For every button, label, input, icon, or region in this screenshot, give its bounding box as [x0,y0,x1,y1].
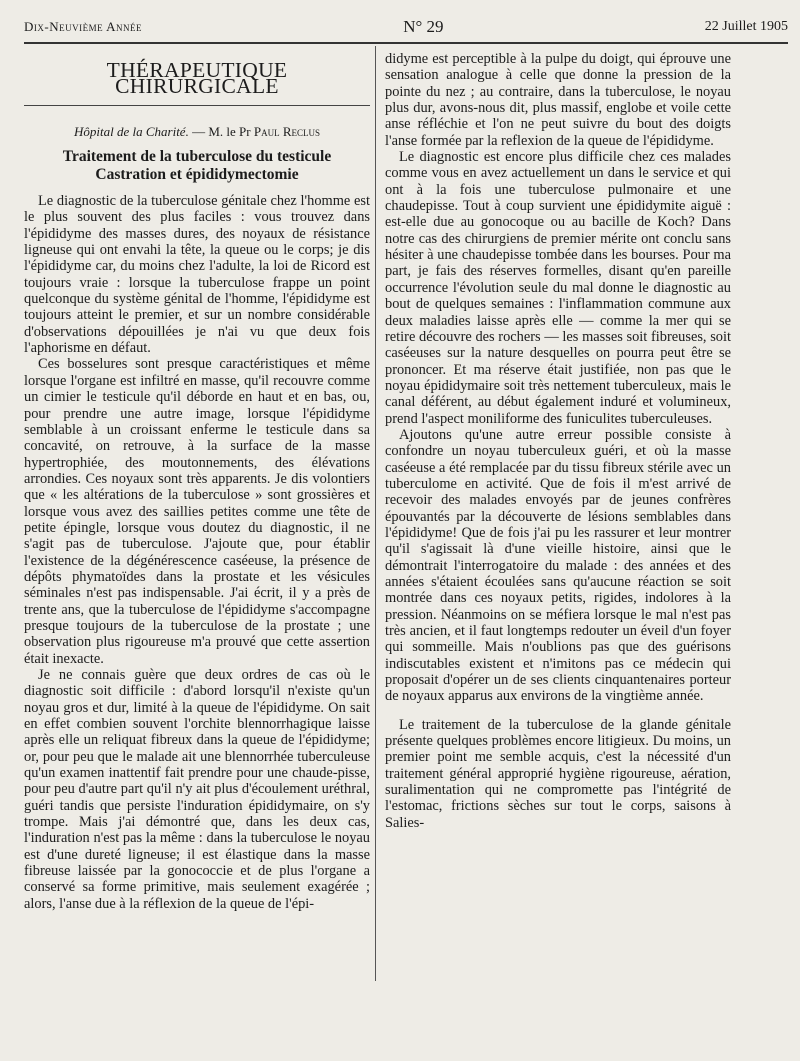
header-rule [24,42,788,44]
paragraph: Le diagnostic est encore plus difficile chez ces malades comme vous en avez actuellement un dans le service et qui ont à la fois une tuberculose pulmonaire et une chaudepisse. Tout à coup survient une épididymite aiguë : est-elle due au gonocoque ou au bacille de Koch? Dans notre cas des chirurgiens de premier mérite ont conclu sans hésiter à une chaudepisse tombée dans les bourses. Pour ma part, je fais des réserves formelles, disant qu'en pareille occurrence l'évolution seule du mal donne le diagnostic au bout de quelques semaines : l'inflammation commune aux deux maladies laisse après elle — comme la mer qui se retire découvre des rochers — les masses soit fibreuses, soit caséeuses sur la nature desquelles on pourra peut être se prononcer. Et ma réserve était justifiée, non pas que le noyau épididymaire soit très nettement tuberculeux, mais le canal déférent, au début également induré et volumineux, prend l'aspect moniliforme des funiculites tuberculeuses. [385,149,731,427]
byline-place: Hôpital de la Charité. [74,123,189,139]
left-column [24,56,370,912]
paragraph: Ajoutons qu'une autre erreur possible consiste à confondre un noyau tuberculeux guéri, et où la masse caséeuse a été remplacée par du tissu fibreux stérile avec un tuberculome en activité. Que de fois il m'est arrivé de recevoir des malades envoyés par de jeunes confrères épouvantés par la découverte de lésions semblables dans l'épididyme! Que de fois j'ai pu les rassurer et leur montrer qu'il s'agissait là d'une vieille histoire, ainsi que le démontrait l'interrogatoire du malade : des années et des années s'étaient écoulées sans qu'aucune réaction se soit montrée dans ces noyaux petits, rigides, indolores à la pression. Néanmoins on se méfiera lorsque le mal n'est pas très ancien, et il faut longtemps redouter un éveil d'un foyer qui sommeille. Mais n'oublions pas que des guérisons indiscutables existent et n'imitons pas ce médecin qui proposait d'opérer un de ses clients cinquantenaires porteur de noyaux apparus aux environs de la vingtième année. [385,426,731,705]
byline-dash: — M. le Pr [188,123,254,139]
column-divider [375,46,376,981]
page-header [24,14,788,40]
header-date: 22 Juillet 1905 [704,19,788,34]
article-title-line-1: Traitement de la tuberculose du testicule [62,148,332,166]
right-column [385,51,731,831]
paragraph: Le diagnostic de la tuberculose génitale chez l'homme est le plus souvent des plus faciles : vous trouvez dans l'épididyme des masses dures, des noyaux de résistance ligneuse qui ont envahi la tête, la queue ou le corps; je dis l'épididyme car, du moins chez l'adulte, la loi de Ricord est toujours vraie : lorsque la tuberculose frappe un point quelconque du système génital de l'homme, l'épididyme est toujours atteint le premier, et sur un nombre considérable d'observations dépouillées je n'ai vu que deux fois l'aphorisme en défaut. [24,193,370,357]
byline [24,124,370,140]
article-title-line-2: Castration et épididymectomie [95,166,299,184]
article-title [24,148,370,184]
paragraph: Je ne connais guère que deux ordres de cas où le diagnostic soit difficile : d'abord lorsqu'il n'existe qu'un noyau gros et dur, limité à la queue de l'épididyme. On sait en effet combien souvent l'orchite blennorrhagique laisse après elle un reliquat fibreux dans la queue de l'épididyme; or, pour peu que le malade ait une blennorrhée tuberculeuse qu'un examen inattentif fait prendre pour une chaude-pisse, pour peu d'autre part qu'il n'y ait plus d'écoulement uréthral, guéri tandis que persiste l'induration épididymaire, on s'y trompe. Mais j'ai démontré que, dans les deux cas, l'induration n'est pas la même : dans la tuberculose le noyau est d'une dureté ligneuse; il est élastique dans la masse fibreuse laissée par la gonococcie et de plus l'organe a conservé sa forme primitive, mais seulement exagérée ; alors, l'anse due à la réflexion de la queue de l'épi- [24,667,370,912]
paragraph: didyme est perceptible à la pulpe du doigt, qui éprouve une sensation analogue à celle que donne la pression de la pointe du nez ; au contraire, dans la tuberculose, le noyau plus dur, avons-nous dit, plus massif, englobe et voile cette anse réfléchie et l'on ne peut suivre du bout des doigts l'anse formée par la reflexion de la queue de l'épididyme. [385,51,731,149]
header-volume: Dix-Neuvième Année [24,19,143,34]
byline-author: Paul Reclus [253,123,320,139]
section-title-rule [24,105,370,106]
paragraph: Ces bosselures sont presque caractéristiques et même lorsque l'organe est infiltré en masse, qu'il recouvre comme un cimier le testicule qu'il déborde en haut et en bas, ou, pour prendre une autre image, lorsque l'épididyme semblable à un croissant enferme le testicule dans sa concavité, on retrouve, à la surface de la masse hypertrophiée, des moutonnements, des élévations arrondies. Ces noyaux sont très apparents. Je dis volontiers que « les altérations de la tuberculose » sont grossières et lorsque vous avez des saillies petites comme une tête de petite épingle, lorsque vous doutez du diagnostic, il ne s'agit pas de tuberculose. J'ajoute que, pour établir l'existence de la dégénérescence caséeuse, la présence de dépôts phymatoïdes dans la prostate et les vésicules séminales n'est pas indispensable. J'ai écrit, il y a près de trente ans, que la tuberculose de l'épididyme s'accompagne presque toujours de la tuberculose de la prostate ; une observation plus rigoureuse m'a prouvé que cette assertion était inexacte. [24,356,370,667]
header-issue-number: N° 29 [403,17,444,36]
paragraph: Le traitement de la tuberculose de la glande génitale présente quelques problèmes encore litigieux. Du moins, un premier point me semble acquis, c'est la nécessité d'un traitement général approprié hygiène rigoureuse, aération, suralimentation qui ne compromette pas l'intégrité de l'estomac, frictions sèches sur tout le corps, saisons à Salies- [385,716,731,831]
section-title: THÉRAPEUTIQUE CHIRURGICALE [106,58,288,99]
